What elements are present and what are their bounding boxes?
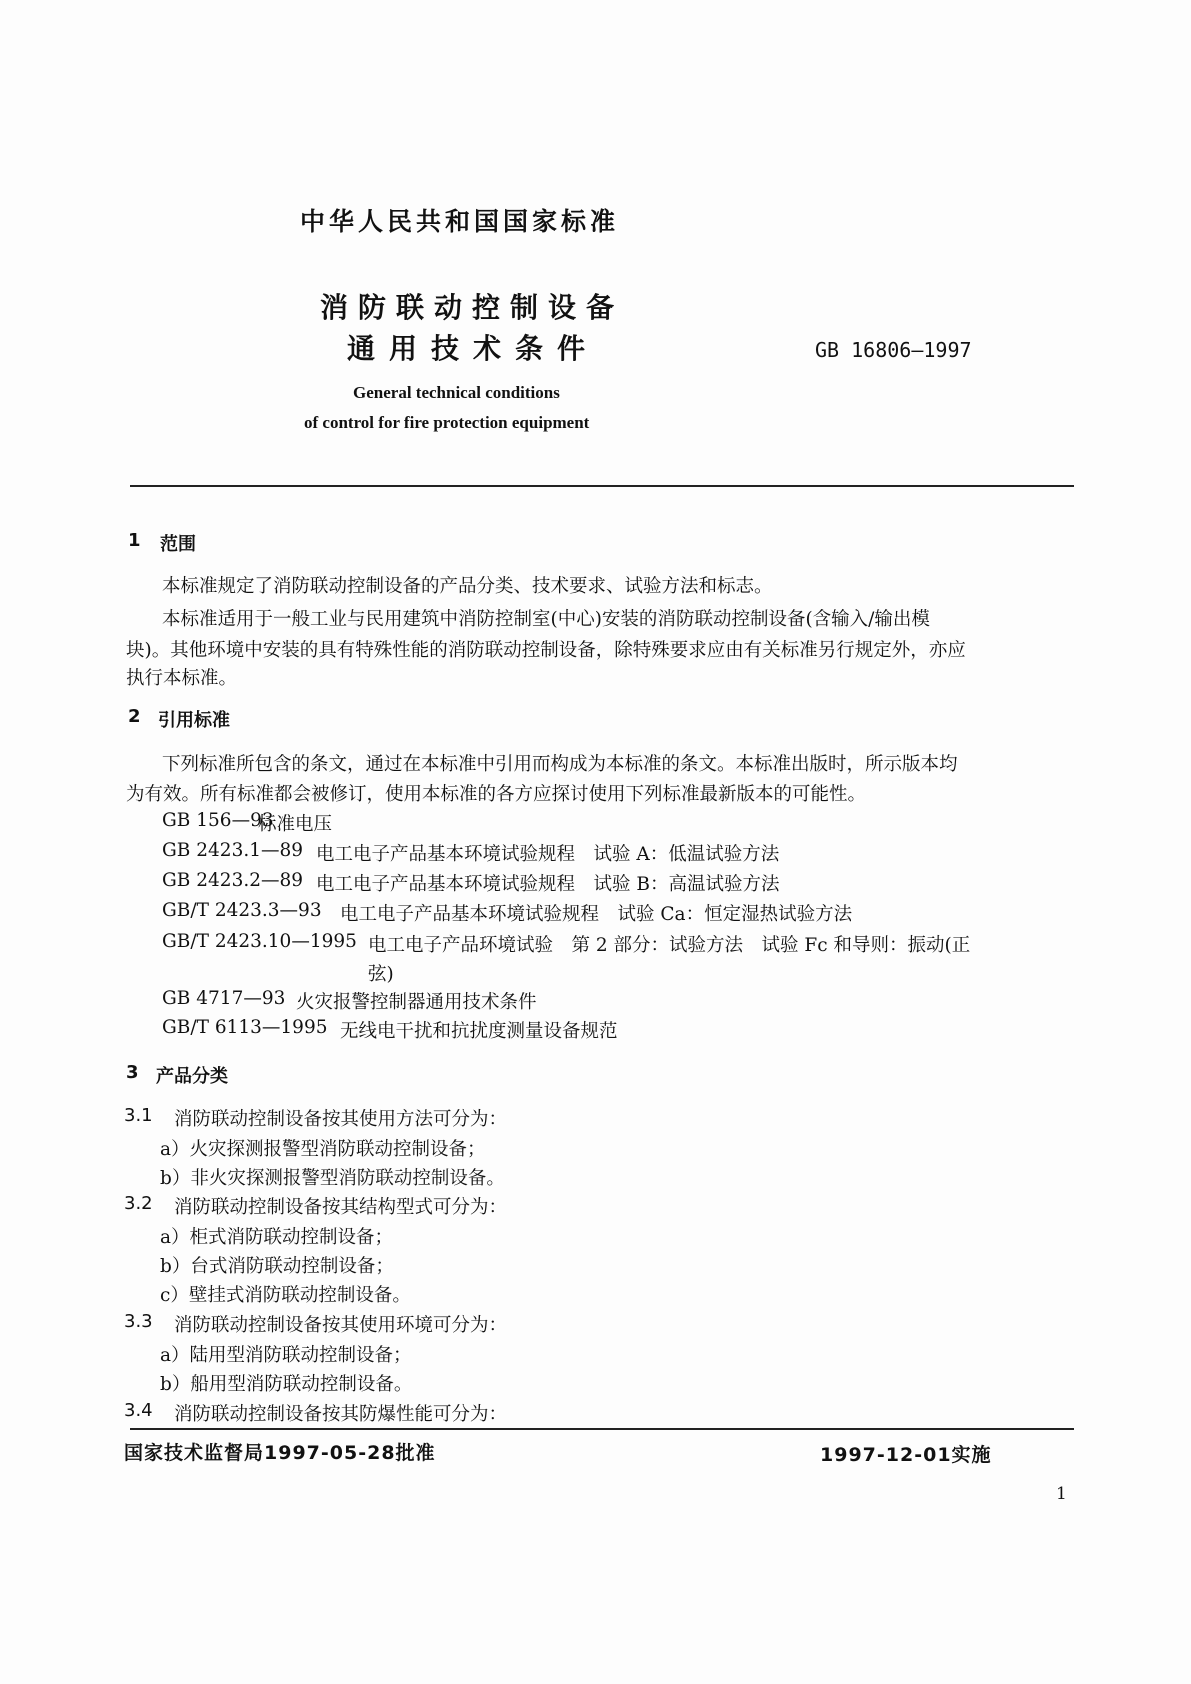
clause-3-3-text: 消防联动控制设备按其使用环境可分为： xyxy=(174,1315,508,1336)
clause-3-1-item-b: b）非火灾探测报警型消防联动控制设备。 xyxy=(160,1168,505,1189)
reference-title: 电工电子产品基本环境试验规程 试验 Ca：恒定湿热试验方法 xyxy=(340,904,853,925)
reference-title: 标准电压 xyxy=(258,814,333,835)
implementation-date: 1997-12-01实施 xyxy=(820,1444,992,1466)
reference-code: GB 2423.2—89 xyxy=(162,870,304,891)
clause-3-2-item-b: b）台式消防联动控制设备； xyxy=(160,1256,394,1277)
clause-3-3-item-a: a）陆用型消防联动控制设备； xyxy=(160,1345,412,1366)
section2-number: 2 xyxy=(128,706,141,727)
clause-3-4-text: 消防联动控制设备按其防爆性能可分为： xyxy=(174,1404,508,1425)
section1-number: 1 xyxy=(128,530,141,551)
reference-title: 电工电子产品环境试验 第 2 部分：试验方法 试验 Fc 和导则：振动(正 xyxy=(368,935,971,956)
reference-title: 电工电子产品基本环境试验规程 试验 B：高温试验方法 xyxy=(316,874,780,895)
section2-heading: 引用标准 xyxy=(158,710,230,731)
clause-3-2-item-c: c）壁挂式消防联动控制设备。 xyxy=(160,1285,411,1306)
section2-paragraph-line2: 为有效。所有标准都会被修订，使用本标准的各方应探讨使用下列标准最新版本的可能性。 xyxy=(126,784,867,805)
section3-heading: 产品分类 xyxy=(156,1066,228,1087)
reference-code: GB 2423.1—89 xyxy=(162,840,304,861)
clause-3-3-number: 3.3 xyxy=(124,1311,153,1332)
reference-code: GB/T 6113—1995 xyxy=(162,1017,328,1038)
approval-line: 国家技术监督局1997-05-28批准 xyxy=(124,1442,436,1464)
section1-paragraph1: 本标准规定了消防联动控制设备的产品分类、技术要求、试验方法和标志。 xyxy=(162,576,773,597)
english-title-line2: of control for fire protection equipment xyxy=(304,413,590,432)
clause-3-3-item-b: b）船用型消防联动控制设备。 xyxy=(160,1374,413,1395)
section3-number: 3 xyxy=(126,1062,139,1083)
national-standard-label: 中华人民共和国国家标准 xyxy=(300,207,620,236)
doc-title-line2: 通用技术条件 xyxy=(347,332,600,365)
clause-3-2-number: 3.2 xyxy=(124,1193,153,1214)
english-title-line1: General technical conditions xyxy=(353,383,560,402)
clause-3-1-item-a: a）火灾探测报警型消防联动控制设备； xyxy=(160,1139,486,1160)
page-number: 1 xyxy=(1056,1484,1067,1504)
footer-divider xyxy=(130,1428,1074,1430)
reference-title: 火灾报警控制器通用技术条件 xyxy=(296,992,537,1013)
clause-3-1-number: 3.1 xyxy=(124,1105,153,1126)
clause-3-4-number: 3.4 xyxy=(124,1400,153,1421)
section1-paragraph2-line1: 本标准适用于一般工业与民用建筑中消防控制室(中心)安装的消防联动控制设备(含输入/输出模 xyxy=(162,609,930,630)
reference-code: GB 156—93 xyxy=(162,810,274,831)
header-divider xyxy=(130,485,1074,487)
clause-3-2-item-a: a）柜式消防联动控制设备； xyxy=(160,1227,394,1248)
reference-code: GB/T 2423.10—1995 xyxy=(162,931,357,952)
reference-code: GB 4717—93 xyxy=(162,988,286,1009)
reference-title: 无线电干扰和抗扰度测量设备规范 xyxy=(340,1021,618,1042)
section1-paragraph2-line2: 块)。其他环境中安装的具有特殊性能的消防联动控制设备，除特殊要求应由有关标准另行规定外，亦应 xyxy=(126,640,966,661)
reference-title-continued: 弦) xyxy=(368,964,394,985)
doc-title-line1: 消防联动控制设备 xyxy=(320,291,625,324)
clause-3-1-text: 消防联动控制设备按其使用方法可分为： xyxy=(174,1109,508,1130)
section2-paragraph-line1: 下列标准所包含的条文，通过在本标准中引用而构成为本标准的条文。本标准出版时，所示版本均 xyxy=(162,754,958,775)
reference-title: 电工电子产品基本环境试验规程 试验 A：低温试验方法 xyxy=(316,844,780,865)
section1-paragraph2-line3: 执行本标准。 xyxy=(126,668,238,689)
section1-heading: 范围 xyxy=(160,534,196,555)
clause-3-2-text: 消防联动控制设备按其结构型式可分为： xyxy=(174,1197,508,1218)
reference-code: GB/T 2423.3—93 xyxy=(162,900,322,921)
standard-number: GB 16806—1997 xyxy=(815,338,972,362)
